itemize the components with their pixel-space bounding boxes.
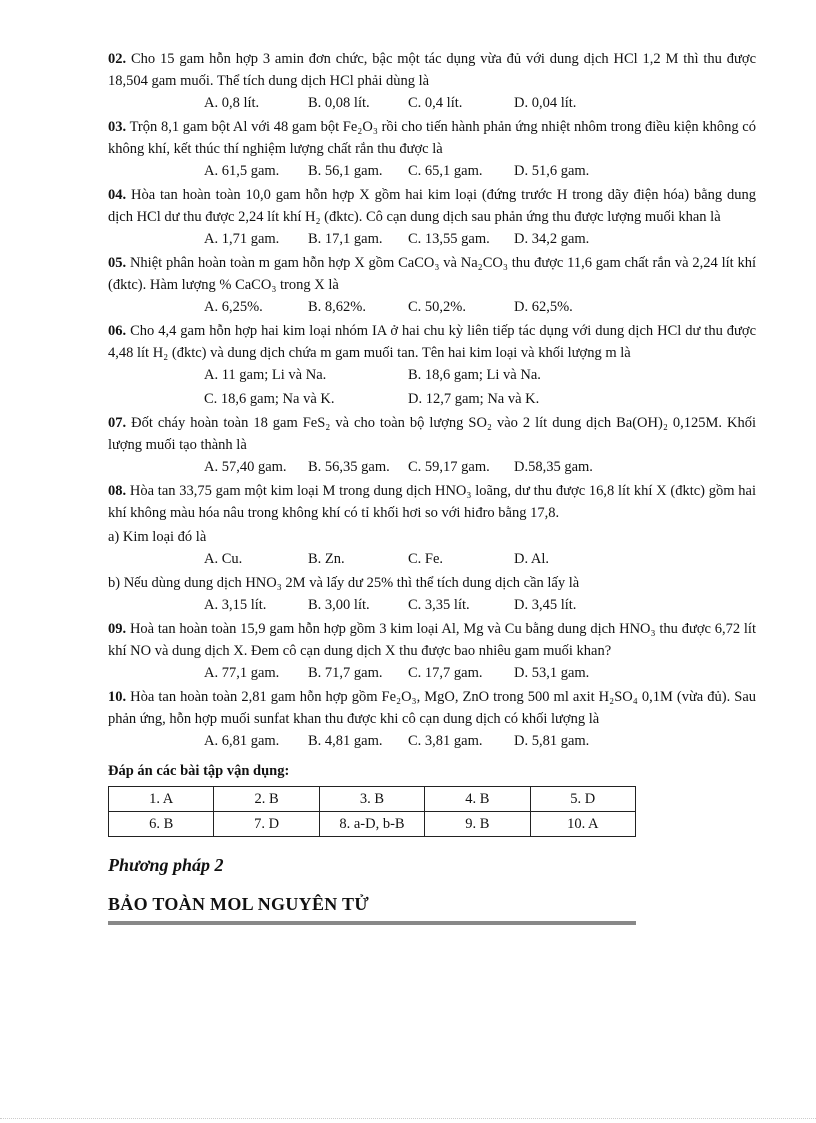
options-03 [108, 160, 756, 184]
option-d: D. 53,1 gam. [514, 665, 590, 681]
option-d: D. 51,6 gam. [514, 163, 590, 179]
answer-cell: 9. B [425, 812, 530, 837]
option-d: D. 34,2 gam. [514, 231, 590, 247]
question-05 [108, 252, 756, 296]
option-b: B. 71,7 gam. [308, 665, 383, 681]
answer-cell: 2. B [214, 787, 319, 812]
option-c: C. 13,55 gam. [408, 231, 490, 247]
option-b: B. Zn. [308, 551, 345, 567]
question-10 [108, 686, 756, 730]
options-08a [108, 548, 756, 572]
sub-question-b: b) Nếu dùng dung dịch HNO₃ 2M và lấy dư 25% thì thể tích dung dịch cần lấy là [108, 575, 580, 591]
option-b: B. 56,1 gam. [308, 163, 383, 179]
answer-cell: 6. B [109, 812, 214, 837]
option-d: D. 3,45 lít. [514, 597, 577, 613]
options-09 [108, 662, 756, 686]
question-09 [108, 618, 756, 662]
question-text: Hoà tan hoàn toàn 15,9 gam hỗn hợp gồm 3 kim loại Al, Mg và Cu bằng dung dịch HNO₃ thu được 6,72 lít khí NO và dung dịch X. Đem cô cạn dung dịch X thu được bao nhiêu gam muối khan? [108, 621, 756, 659]
option-a: A. 77,1 gam. [204, 665, 280, 681]
question-04 [108, 184, 756, 228]
options-04 [108, 228, 756, 252]
question-07 [108, 412, 756, 456]
question-number: 06. [108, 323, 127, 339]
option-a: A. 6,25%. [204, 299, 263, 315]
question-number: 08. [108, 483, 127, 499]
option-d: D.58,35 gam. [514, 459, 593, 475]
option-c: C. 3,35 lít. [408, 597, 470, 613]
answer-row [109, 787, 636, 812]
question-number: 10. [108, 689, 127, 705]
question-06 [108, 320, 756, 364]
options-02 [108, 92, 756, 116]
option-c: C. 18,6 gam; Na và K. [204, 391, 335, 407]
answer-cell: 7. D [214, 812, 319, 837]
option-d: D. 5,81 gam. [514, 733, 590, 749]
question-text: Hòa tan hoàn toàn 10,0 gam hỗn hợp X gồm hai kim loại (đứng trước H trong dãy điện hóa) bằng dung dịch HCl dư thu được 2,24 lít khí H₂ (đktc). Cô cạn dung dịch sau phản ứng thu được lượng muối khan là [108, 187, 756, 225]
question-number: 07. [108, 415, 127, 431]
answer-table [108, 786, 636, 837]
option-c: C. 50,2%. [408, 299, 466, 315]
question-text: Hòa tan hoàn toàn 2,81 gam hỗn hợp gồm Fe₂O₃, MgO, ZnO trong 500 ml axit H₂SO₄ 0,1M (vừa đủ). Sau phản ứng, hỗn hợp muối sunfat khan thu được khi cô cạn dung dịch có khối lượng là [108, 689, 757, 727]
options-10 [108, 730, 756, 754]
section-heading: BẢO TOÀN MOL NGUYÊN TỬ [108, 894, 636, 925]
question-number: 02. [108, 51, 127, 67]
document-page [108, 48, 756, 925]
page-bottom-divider [0, 1118, 816, 1119]
options-06-row1 [108, 364, 756, 388]
question-text: Cho 15 gam hỗn hợp 3 amin đơn chức, bậc một tác dụng vừa đủ với dung dịch HCl 1,2 M thì thu được 18,504 gam muối. Thể tích dung dịch HCl phải dùng là [108, 51, 757, 89]
option-d: D. 12,7 gam; Na và K. [408, 391, 540, 407]
option-d: D. 0,04 lít. [514, 95, 577, 111]
answer-cell: 4. B [425, 787, 530, 812]
option-b: B. 4,81 gam. [308, 733, 383, 749]
question-02 [108, 48, 756, 92]
option-c: C. 17,7 gam. [408, 665, 483, 681]
option-d: D. Al. [514, 551, 550, 567]
answer-cell: 10. A [530, 812, 635, 837]
answer-row [109, 812, 636, 837]
method-title: Phương pháp 2 [108, 855, 224, 875]
question-number: 04. [108, 187, 127, 203]
options-08b [108, 594, 756, 618]
option-b: B. 17,1 gam. [308, 231, 383, 247]
options-05 [108, 296, 756, 320]
option-c: C. 0,4 lít. [408, 95, 463, 111]
question-text: Cho 4,4 gam hỗn hợp hai kim loại nhóm IA ở hai chu kỳ liên tiếp tác dụng với dung dịch HCl dư thu được 4,48 lít H₂ (đktc) và dung dịch chứa m gam muối tan. Tên hai kim loại và khối lượng m là [108, 323, 757, 361]
question-03 [108, 116, 756, 160]
option-c: C. 3,81 gam. [408, 733, 483, 749]
question-08b [108, 572, 756, 594]
option-a: A. 1,71 gam. [204, 231, 280, 247]
answer-cell: 1. A [109, 787, 214, 812]
option-b: B. 3,00 lít. [308, 597, 370, 613]
question-number: 09. [108, 621, 127, 637]
options-07 [108, 456, 756, 480]
option-a: A. 57,40 gam. [204, 459, 287, 475]
question-text: Hòa tan 33,75 gam một kim loại M trong dung dịch HNO₃ loãng, dư thu được 16,8 lít khí X (đktc) gồm hai khí không màu hóa nâu trong không khí có tỉ khối hơi so với hiđro bằng 17,8. [108, 483, 756, 521]
option-a: A. 61,5 gam. [204, 163, 280, 179]
options-06-row2 [108, 388, 756, 412]
option-a: A. 6,81 gam. [204, 733, 280, 749]
answer-cell: 5. D [530, 787, 635, 812]
option-b: B. 56,35 gam. [308, 459, 390, 475]
question-text: Nhiệt phân hoàn toàn m gam hỗn hợp X gồm CaCO₃ và Na₂CO₃ thu được 11,6 gam chất rắn và 2,24 lít khí (đktc). Hàm lượng % CaCO₃ trong X là [108, 255, 757, 293]
option-c: C. Fe. [408, 551, 444, 567]
question-number: 05. [108, 255, 127, 271]
answers-title: Đáp án các bài tập vận dụng: [108, 763, 290, 779]
option-b: B. 8,62%. [308, 299, 366, 315]
question-08 [108, 480, 756, 548]
answer-cell: 3. B [319, 787, 424, 812]
option-a: A. 11 gam; Li và Na. [204, 367, 327, 383]
option-a: A. 0,8 lít. [204, 95, 260, 111]
option-c: C. 59,17 gam. [408, 459, 490, 475]
answer-cell: 8. a-D, b-B [319, 812, 424, 837]
option-c: C. 65,1 gam. [408, 163, 483, 179]
question-number: 03. [108, 119, 127, 135]
sub-question-a: a) Kim loại đó là [108, 529, 207, 545]
option-b: B. 18,6 gam; Li và Na. [408, 367, 541, 383]
option-a: A. Cu. [204, 551, 243, 567]
question-text: Trộn 8,1 gam bột Al với 48 gam bột Fe₂O₃ rồi cho tiến hành phản ứng nhiệt nhôm trong điều kiện không có không khí, kết thúc thí nghiệm lượng chất rắn thu được là [108, 119, 756, 157]
question-text: Đốt cháy hoàn toàn 18 gam FeS₂ và cho toàn bộ lượng SO₂ vào 2 lít dung dịch Ba(OH)₂ 0,125M. Khối lượng muối tạo thành là [108, 415, 756, 453]
option-b: B. 0,08 lít. [308, 95, 370, 111]
option-a: A. 3,15 lít. [204, 597, 267, 613]
option-d: D. 62,5%. [514, 299, 573, 315]
